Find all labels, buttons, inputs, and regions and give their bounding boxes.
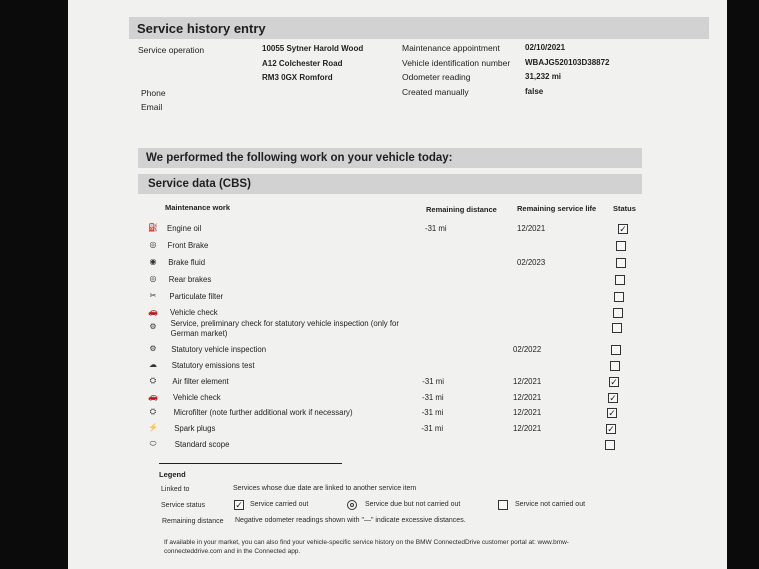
maintenance-item-name: Vehicle check [173,393,221,402]
footer-line-1: If available in your market, you can also find your vehicle-specific service history on the BMW ConnectedDrive customer portal at: www.bmw- [164,539,569,546]
maintenance-item-name: German market) [170,329,228,338]
remaining-life-cell: 12/2021 [513,377,542,386]
remaining-life-cell: 12/2021 [513,408,542,417]
particulate-filter-icon: ✂ [149,291,157,300]
created-manually-value: false [525,87,544,96]
page-title: Service history entry [137,21,266,36]
rear-brake-icon: ◎ [149,274,157,283]
footer-line-2: connecteddrive.com and in the Connected app. [164,548,301,555]
legend-status-label: Service status [161,502,205,509]
maintenance-item-name: Vehicle check [170,308,218,317]
maintenance-item-name: Statutory vehicle inspection [171,345,267,354]
address-line-3: RM3 0GX Romford [262,73,333,82]
maintenance-item-name: Engine oil [167,224,202,233]
vehicle-check-icon: 🚗 [148,392,158,401]
status-checkbox-checked: ✓ [607,424,615,434]
status-checkbox-empty [605,440,615,450]
service-history-header [129,17,709,39]
remaining-life-cell: 02/2023 [517,258,546,267]
vehicle-check-icon: 🚗 [148,307,158,316]
legend-unchecked-box [498,500,508,510]
col-status: Status [613,204,636,213]
col-maintenance-work: Maintenance work [165,203,231,212]
cbs-title: Service data (CBS) [148,178,251,190]
service-document [68,0,727,569]
status-checkbox-empty [614,292,624,302]
microfilter-icon: ⛭ [149,407,157,416]
maintenance-item-name: Front Brake [167,241,209,250]
maintenance-item-name: Microfilter (note further additional work if necessary) [173,408,353,417]
odometer-value: 31,232 mi [525,72,562,81]
vin-value: WBAJG520103D38872 [525,58,610,67]
created-manually-label: Created manually [402,87,469,97]
status-checkbox-empty [612,323,622,333]
inspection-icon: ⚙ [149,322,157,331]
status-checkbox-empty [615,275,625,285]
legend-linked-text: Services whose due date are linked to another service item [233,485,417,492]
email-label: Email [141,102,163,112]
maintenance-item-name: Particulate filter [169,292,224,301]
standard-scope-icon: ⬭ [149,439,157,448]
remaining-life-cell: 02/2022 [513,345,542,354]
maintenance-item-name: Spark plugs [174,424,216,433]
maintenance-appointment-value: 02/10/2021 [525,43,566,52]
status-checkbox-empty [610,361,620,371]
brake-fluid-icon: ◉ [149,257,157,266]
maintenance-item-name: Statutory emissions test [171,361,255,370]
work-heading-text: We performed the following work on your vehicle today: [146,152,453,164]
remaining-life-cell: 12/2021 [517,224,546,233]
status-checkbox-empty [616,241,626,251]
maintenance-item-name: Standard scope [174,440,230,449]
address-line-2: A12 Colchester Road [262,59,343,68]
remaining-distance-cell: -31 mi [422,377,444,386]
odometer-label: Odometer reading [402,72,471,82]
legend-distance-label: Remaining distance [162,518,224,525]
legend-distance-text: Negative odometer readings shown with "—" indicate excessive distances. [235,517,466,524]
col-remaining-life: Remaining service life [517,204,597,213]
address-line-1: 10055 Sytner Harold Wood [262,44,364,53]
maintenance-item-name: Brake fluid [168,258,206,267]
vin-label: Vehicle identification number [402,58,511,68]
statutory-inspection-icon: ⚙ [149,344,157,353]
work-performed-heading [138,148,642,168]
status-checkbox-empty [611,345,621,355]
status-checkbox-empty [613,308,623,318]
legend-title: Legend [159,470,186,479]
status-checkbox-checked: ✓ [608,408,616,418]
status-checkbox-checked: ✓ [619,224,627,234]
remaining-distance-cell: -31 mi [421,424,444,433]
cbs-heading [138,174,642,194]
legend-not-carried: Service not carried out [515,501,586,508]
service-operation-label: Service operation [138,45,205,55]
legend-due-circle-icon [347,500,357,510]
front-brake-icon: ◎ [149,240,157,249]
maintenance-item-name: Air filter element [172,377,229,386]
legend-carried-out: Service carried out [250,501,309,508]
phone-label: Phone [141,88,166,98]
air-filter-icon: ⛭ [149,376,157,385]
maintenance-item-name: Service, preliminary check for statutory vehicle inspection (only for [170,319,399,328]
spark-plug-icon: ⚡ [148,423,158,432]
col-remaining-distance: Remaining distance [426,205,497,214]
legend-checked-box: ✓ [235,500,243,510]
legend-divider [159,463,342,464]
legend-due-not-carried: Service due but not carried out [365,501,461,508]
remaining-distance-cell: -31 mi [422,393,444,402]
remaining-life-cell: 12/2021 [513,424,542,433]
legend-linked-label: Linked to [161,486,190,493]
emissions-test-icon: ☁ [149,360,157,369]
remaining-distance-cell: -31 mi [425,224,447,233]
engine-oil-icon: ⛽ [148,223,158,232]
status-checkbox-checked: ✓ [610,377,618,387]
status-checkbox-checked: ✓ [609,393,617,403]
status-checkbox-empty [616,258,626,268]
maintenance-item-name: Rear brakes [168,275,212,284]
maintenance-appointment-label: Maintenance appointment [402,43,500,53]
remaining-distance-cell: -31 mi [421,408,444,417]
remaining-life-cell: 12/2021 [513,393,542,402]
